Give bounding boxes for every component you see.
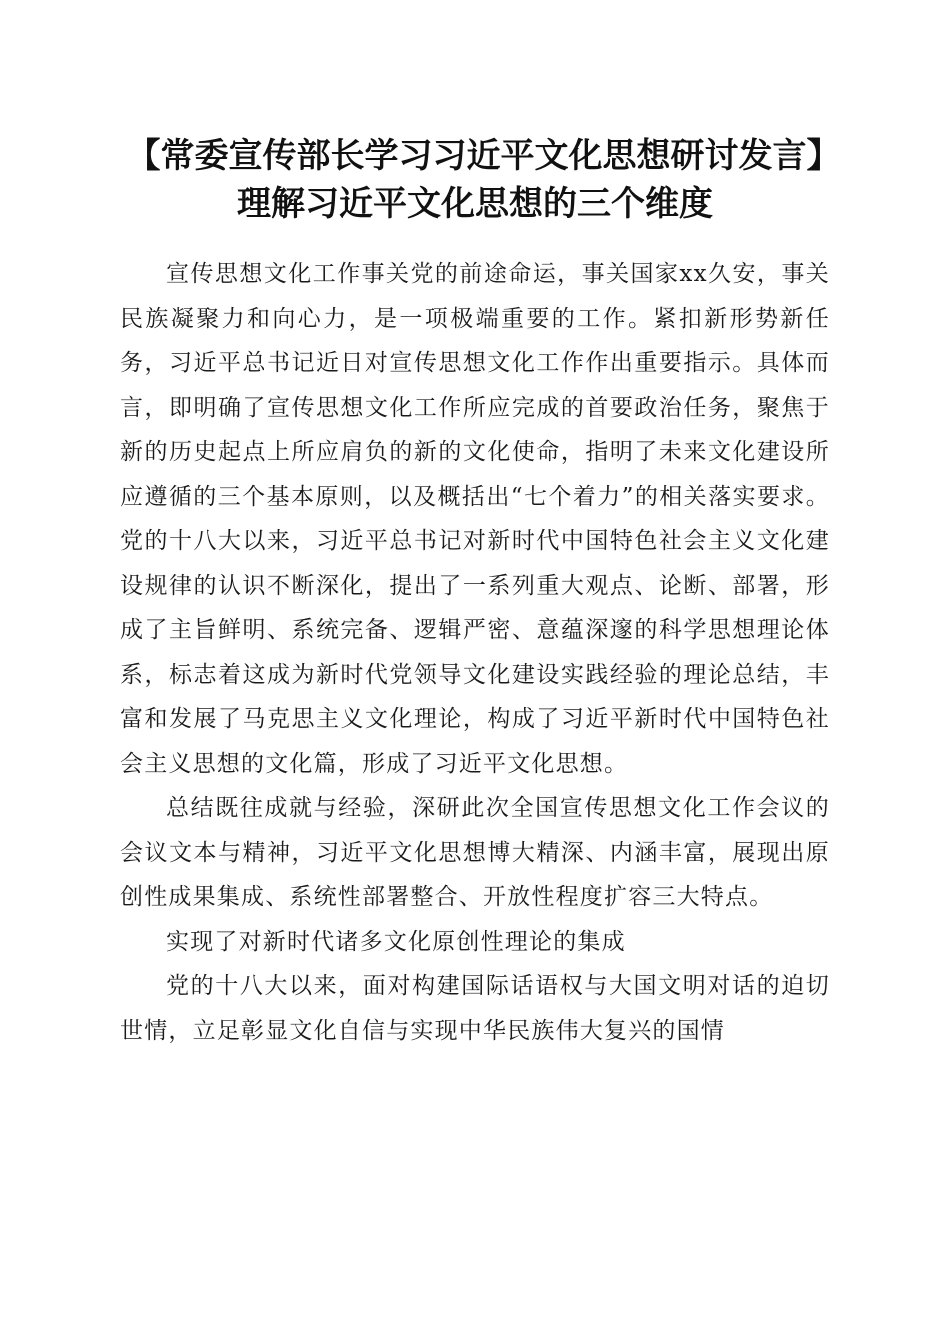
paragraph-section-start: 党的十八大以来，面对构建国际话语权与大国文明对话的迫切世情，立足彰显文化自信与实现中华民族伟大复兴的国情 — [120, 973, 830, 1044]
paragraph-intro: 宣传思想文化工作事关党的前途命运，事关国家xx久安，事关民族凝聚力和向心力，是一项极端重要的工作。紧扣新形势新任务，习近平总书记近日对宣传思想文化工作作出重要指示。具体而言，即明确了宣传思想文化工作所应完成的首要政治任务，聚焦于新的历史起点上所应肩负的新的文化使命，指明了未来文化建设所应遵循的三个基本原则，以及概括出“七个着力”的相关落实要求。党的十八大以来，习近平总书记对新时代中国特色社会主义文化建设规律的认识不断深化，提出了一系列重大观点、论断、部署，形成了主旨鲜明、系统完备、逻辑严密、意蕴深邃的科学思想理论体系，标志着这成为新时代党领导文化建设实践经验的理论总结，丰富和发展了马克思主义文化理论，构成了习近平新时代中国特色社会主义思想的文化篇，形成了习近平文化思想。 — [120, 261, 830, 777]
section-heading: 实现了对新时代诸多文化原创性理论的集成 — [166, 928, 626, 955]
document-title: 【常委宣传部长学习习近平文化思想研讨发言】理解习近平文化思想的三个维度 — [126, 136, 824, 224]
paragraph-summary: 总结既往成就与经验，深研此次全国宣传思想文化工作会议的会议文本与精神，习近平文化思想博大精深、内涵丰富，展现出原创性成果集成、系统性部署整合、开放性程度扩容三大特点。 — [120, 795, 830, 910]
document-body — [120, 252, 830, 1053]
